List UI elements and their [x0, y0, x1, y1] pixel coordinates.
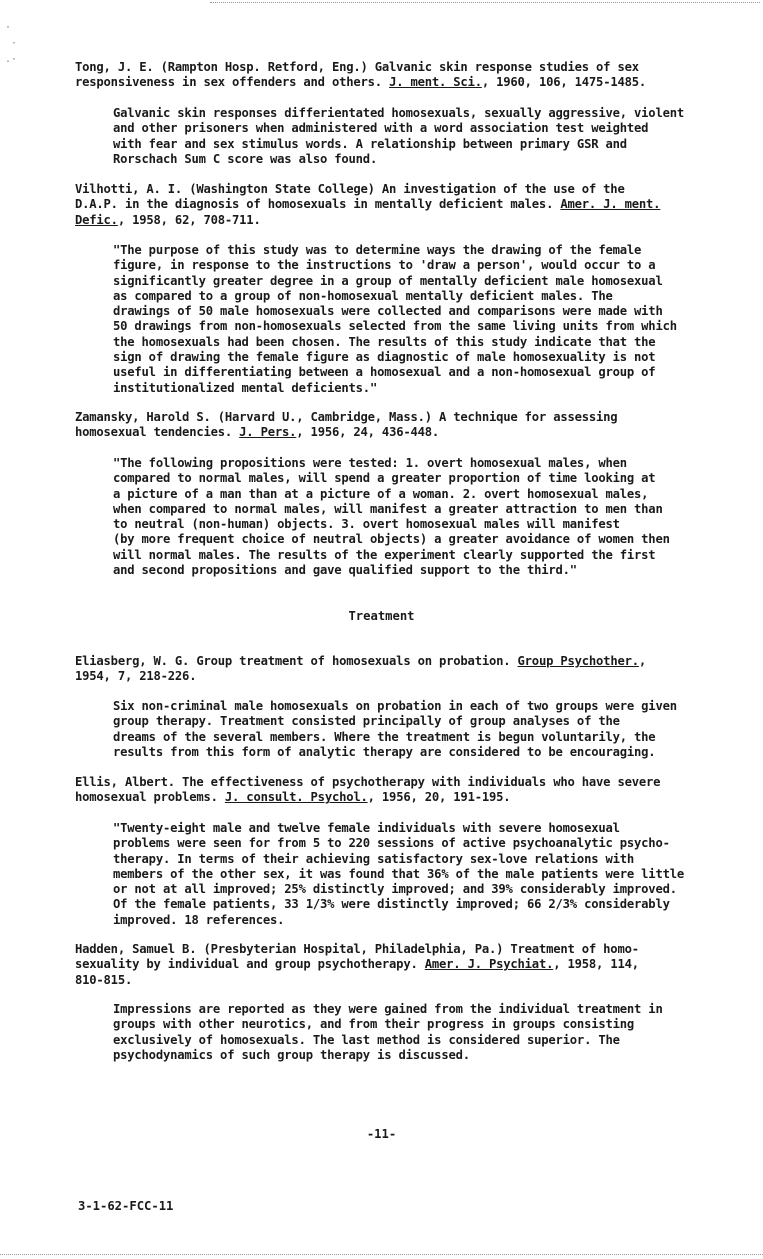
scan-specks: · · .·: [5, 22, 18, 65]
citation-zamansky: Zamansky, Harold S. (Harvard U., Cambridge, Mass.) A technique for assessing homosexual tendencies. J. Pers., 1956, 24, 436-448.: [75, 410, 618, 440]
journal-name: J. Pers.: [239, 425, 297, 440]
journal-name: Amer. J. ment. Defic.: [75, 197, 661, 227]
journal-name: J. ment. Sci.: [389, 75, 482, 90]
page-number: -11-: [366, 1127, 397, 1141]
abstract-tong: Galvanic skin responses differientated homosexuals, sexually aggressive, violent and other prisoners when administered with a word association test weighted with fear and sex stimulus words. A relationship between primary GSR and Rorschach Sum C score was also found.: [113, 106, 684, 166]
abstract-eliasberg: Six non-criminal male homosexuals on probation in each of two groups were given group therapy. Treatment consisted principally of group analyses of the dreams of the several members. Where the treatment is begun voluntarily, the results from this form of analytic therapy are considered to be encouraging.: [113, 699, 677, 759]
top-dotted-rule: [210, 2, 760, 3]
citation-eliasberg: Eliasberg, W. G. Group treatment of homosexuals on probation. Group Psychother., 1954, 7, 218-226.: [75, 654, 647, 684]
abstract-ellis: "Twenty-eight male and twelve female individuals with severe homosexual problems were seen for from 5 to 220 sessions of active psychoanalytic psycho- therapy. In terms of their achieving satisfactory sex-love relations with members of the other sex, it was found that 36% of the male patients were little or not at all improved; 25% distinctly improved; and 39% considerably improved. Of the female patients, 33 1/3% were distinctly improved; 66 2/3% considerably improved. 18 references.: [113, 821, 684, 927]
abstract-hadden: Impressions are reported as they were gained from the individual treatment in groups with other neurotics, and from their progress in groups consisting exclusively of homosexuals. The last method is considered superior. The psychodynamics of such group therapy is discussed.: [113, 1002, 663, 1062]
citation-hadden: Hadden, Samuel B. (Presbyterian Hospital, Philadelphia, Pa.) Treatment of homo- sexuality by individual and group psychotherapy. Amer. J. Psychiat., 1958, 114, 810-815.: [75, 942, 639, 987]
journal-name: Group Psychother.: [517, 654, 639, 668]
journal-name: Amer. J. Psychiat.: [424, 957, 554, 972]
document-code: 3-1-62-FCC-11: [78, 1199, 174, 1213]
citation-ellis: Ellis, Albert. The effectiveness of psychotherapy with individuals who have severe homosexual problems. J. consult. Psychol., 1956, 20, 191-195.: [75, 775, 661, 805]
section-heading: Treatment: [348, 609, 415, 623]
abstract-zamansky: "The following propositions were tested: 1. overt homosexual males, when compared to normal males, will spend a greater proportion of time looking at a picture of a man than at a picture of a woman. 2. overt homosexual males, when compared to normal males, will manifest a greater attraction to men than to neutral (non-human) objects. 3. overt homosexual males will manifest (by more frequent choice of neutral objects) a greater avoidance of women then will normal males. The results of the experiment clearly supported the first and second propositions and gave qualified support to the third.": [113, 456, 670, 578]
journal-name: J. consult. Psychol.: [224, 790, 368, 805]
citation-tong: Tong, J. E. (Rampton Hosp. Retford, Eng.) Galvanic skin response studies of sex responsiveness in sex offenders and others. J. ment. Sci., 1960, 106, 1475-1485.: [75, 60, 647, 90]
bottom-dotted-rule: [0, 1254, 763, 1255]
citation-vilhotti: Vilhotti, A. I. (Washington State College) An investigation of the use of the D.A.P. in the diagnosis of homosexuals in mentally deficient males. Amer. J. ment. Defic., 1958, 62, 708-711.: [75, 182, 661, 227]
abstract-vilhotti: "The purpose of this study was to determine ways the drawing of the female figure, in response to the instructions to 'draw a person', would occur to a significantly greater degree in a group of mentally deficient male homosexual as compared to a group of non-homosexual mentally deficient males. The drawings of 50 male homosexuals were collected and comparisons were made with 50 drawings from non-homosexuals selected from the same living units from which the homosexuals had been chosen. The results of this study indicate that the sign of drawing the female figure as diagnostic of male homosexuality is not useful in differentiating between a homosexual and a non-homosexual group of institutionalized mental deficients.": [113, 243, 677, 395]
